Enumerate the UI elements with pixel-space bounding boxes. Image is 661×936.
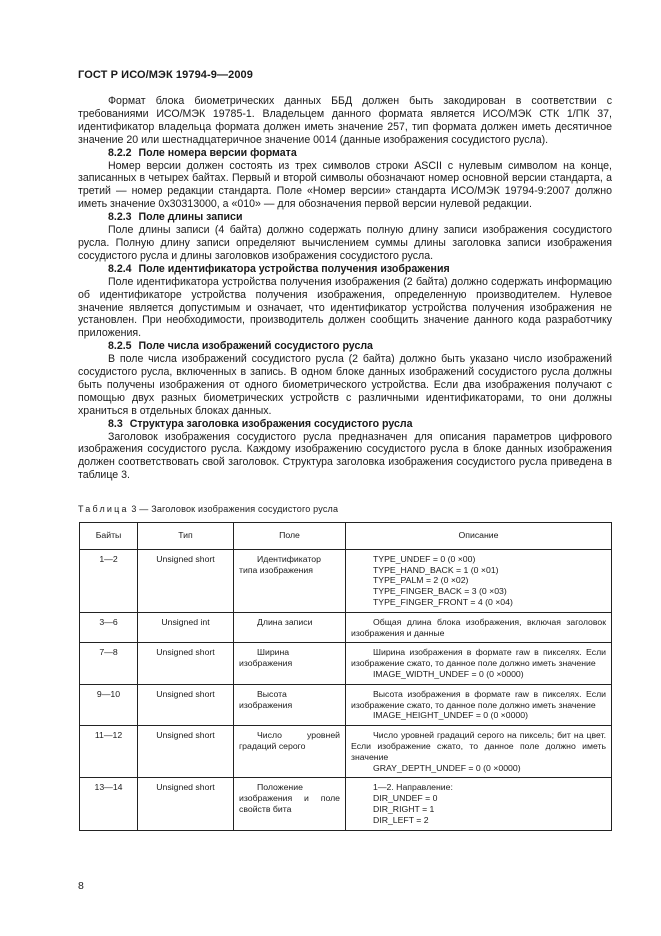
cell-field: Ширина изображения — [234, 643, 346, 684]
cell-description: 1—2. Направление: DIR_UNDEF = 0 DIR_RIGHT = 1 DIR_LEFT = 2 — [346, 778, 612, 830]
cell-type: Unsigned short — [138, 549, 234, 612]
cell-field: Длина записи — [234, 612, 346, 643]
table-row — [80, 726, 612, 778]
cell-description: Высота изображения в формате raw в пикселях. Если изображение сжато, то данное поле должно иметь значение IMAGE_HEIGHT_UNDEF = 0 (0 ×0000) — [346, 684, 612, 725]
table-row — [80, 778, 612, 830]
cell-field: Идентификатор типа изображения — [234, 549, 346, 612]
cell-field: Число уровней градаций серого — [234, 726, 346, 778]
heading-8-2-4: 8.2.4 Поле идентификатора устройства получения изображения — [108, 262, 450, 275]
table-row — [80, 549, 612, 612]
cell-bytes: 1—2 — [80, 549, 138, 612]
table-header-row — [80, 523, 612, 550]
heading-8-2-2: 8.2.2 Поле номера версии формата — [108, 146, 297, 159]
cell-type: Unsigned short — [138, 643, 234, 684]
col-header-field: Поле — [234, 523, 346, 550]
cell-bytes: 7—8 — [80, 643, 138, 684]
cell-bytes: 9—10 — [80, 684, 138, 725]
table-row — [80, 643, 612, 684]
col-header-type: Тип — [138, 523, 234, 550]
col-header-description: Описание — [346, 523, 612, 550]
page-number: 8 — [78, 880, 84, 892]
cell-description: Общая длина блока изображения, включая заголовок изображения и данные — [346, 612, 612, 643]
cell-type: Unsigned short — [138, 726, 234, 778]
heading-8-2-3: 8.2.3 Поле длины записи — [108, 211, 243, 224]
cell-description: Число уровней градаций серого на пиксель; бит на цвет. Если изображение сжато, то данное поле должно иметь значение GRAY_DEPTH_UNDEF = 0 (0 ×0000) — [346, 726, 612, 778]
heading-8-3: 8.3 Структура заголовка изображения сосудистого русла — [108, 417, 413, 430]
cell-field: Высота изображения — [234, 684, 346, 725]
paragraph-format: Формат блока биометрических данных ББД должен быть закодирован в соответствии с требованиями ИСО/МЭК 19785-1. Владельцем данного формата является ИСО/МЭК СТК 1/ПК 37, идентификатор владельца формата должен иметь значение 257, тип формата должен иметь десятичное значение 20 или шестнадцатеричное значение 0014 (данные изображения сосудистого русла). — [78, 95, 612, 146]
cell-bytes: 3—6 — [80, 612, 138, 643]
paragraph-version: Номер версии должен состоять из трех символов строки ASCII с нулевым символом на конце, записанных в четырех байтах. Первый и второй символы обозначают номер основной версии стандарта, а третий — номер редакции стандарта. Поле «Номер версии» стандарта ИСО/МЭК 19794-9:2007 должно иметь значение 0x30313000, а «010» — для обозначения первой версии нулевой редакции. — [78, 159, 612, 211]
table-row — [80, 612, 612, 643]
paragraph-device-id: Поле идентификатора устройства получения изображения (2 байта) должно содержать информацию об идентификаторе устройства получения изображения, определенную производителем. Нулевое значение является допустимым и означает, что идентификатор устройства получения изображения не установлен. При необходимости, производитель должен сообщить значение данного кода разработчику приложения. — [78, 275, 612, 340]
heading-8-2-5: 8.2.5 Поле числа изображений сосудистого русла — [108, 340, 373, 353]
paragraph-image-header: Заголовок изображения сосудистого русла предназначен для описания параметров цифрового изображения сосудистого русла. Каждому изображению сосудистого русла в блоке данных изображения должен соответствовать свой заголовок. Структура заголовка изображения сосудистого русла приведена в таблице 3. — [78, 430, 612, 482]
cell-field: Положение изображения и поле свойств бита — [234, 778, 346, 830]
document-header: ГОСТ Р ИСО/МЭК 19794-9—2009 — [78, 69, 253, 81]
document-body — [78, 95, 612, 482]
cell-description: TYPE_UNDEF = 0 (0 ×00) TYPE_HAND_BACK = 1 (0 ×01) TYPE_PALM = 2 (0 ×02) TYPE_FINGER_BACK = 3 (0 ×03) TYPE_FINGER_FRONT = 4 (0 ×04) — [346, 549, 612, 612]
col-header-bytes: Байты — [80, 523, 138, 550]
cell-bytes: 13—14 — [80, 778, 138, 830]
cell-bytes: 11—12 — [80, 726, 138, 778]
image-header-table — [79, 522, 612, 831]
cell-type: Unsigned int — [138, 612, 234, 643]
table-caption: Таблица 3 — Заголовок изображения сосудистого русла — [78, 504, 339, 514]
cell-type: Unsigned short — [138, 684, 234, 725]
table-row — [80, 684, 612, 725]
paragraph-record-length: Поле длины записи (4 байта) должно содержать полную длину записи изображения сосудистого русла. Полную длину записи определяют вычислением суммы длины заголовка записи изображения сосудистого русла и длины заголовков изображения сосудистого русла. — [78, 224, 612, 262]
cell-type: Unsigned short — [138, 778, 234, 830]
cell-description: Ширина изображения в формате raw в пикселях. Если изображение сжато, то данное поле должно иметь значение IMAGE_WIDTH_UNDEF = 0 (0 ×0000) — [346, 643, 612, 684]
paragraph-image-count: В поле числа изображений сосудистого русла (2 байта) должно быть указано число изображений сосудистого русла, включенных в запись. В одном блоке данных изображений сосудистого русла должны быть получены изображения от одного биометрического устройства. Если два изображения получают с помощью двух разных биометрических устройств с различными идентификаторами, то они должны храниться в отдельных блоках данных. — [78, 353, 612, 417]
